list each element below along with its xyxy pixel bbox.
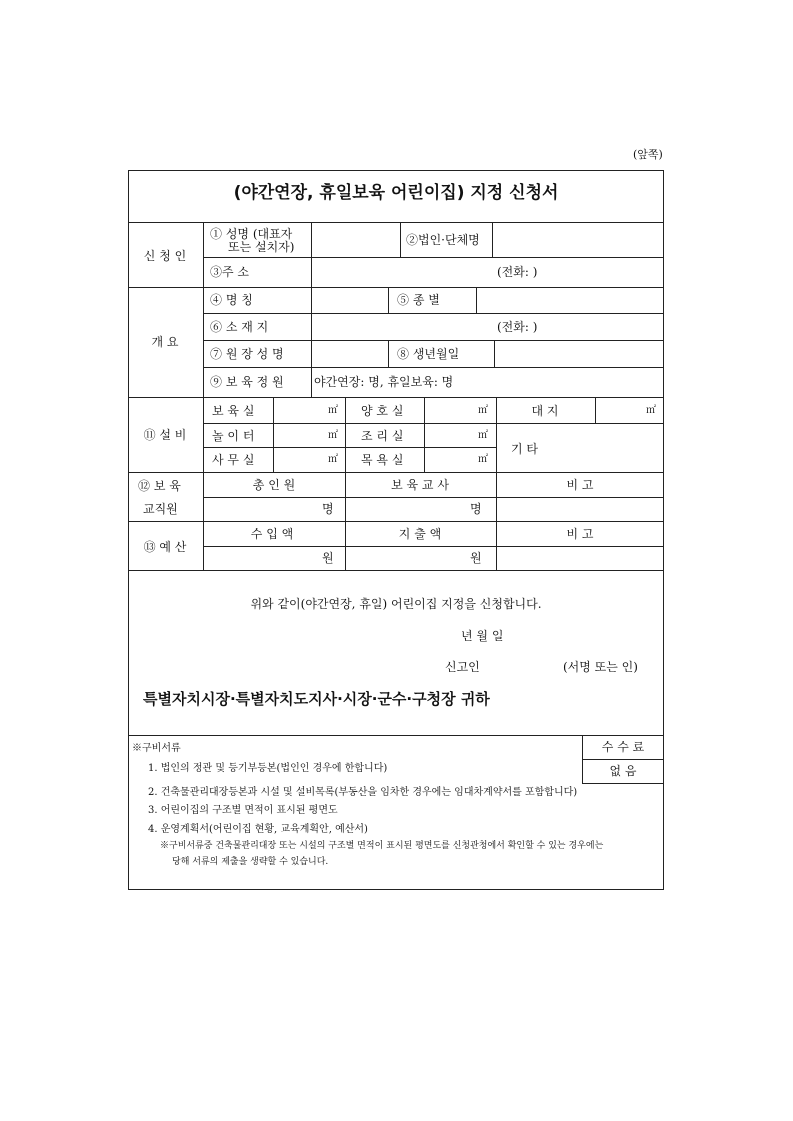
nursing-room-unit: ㎡ [478,405,488,416]
page-side-label: (앞쪽) [633,148,663,161]
rule-facility-v2 [345,397,346,472]
expense-unit: 원 [470,551,482,565]
expense-label: 지 출 액 [398,527,442,541]
staff-section-label-2: 교직원 [143,502,178,516]
form-title: (야간연장, 휴일보육 어린이집) 지정 신청서 [233,183,559,203]
childcare-room-label: 보 육 실 [212,404,255,418]
childcare-room-unit: ㎡ [328,405,338,416]
budget-section-label: ⑬ 예 산 [143,540,187,554]
rule-staff-v1 [345,472,346,570]
yard-label: 대 지 [531,404,559,418]
facility-type-label: ⑤ 종 별 [397,293,440,307]
director-name-label: ⑦ 원 장 성 명 [210,347,284,361]
other-facility-label: 기 타 [511,442,538,456]
facility-type-field[interactable] [477,288,663,312]
capacity-label: ⑨ 보 육 정 원 [210,375,284,389]
income-unit: 원 [322,551,334,565]
declaration-statement: 위와 같이(야간연장, 휴일) 어린이집 지정을 신청합니다. [250,597,542,611]
facility-name-field[interactable] [312,288,387,312]
applicant-sign-label: 신고인 [445,660,480,674]
budget-note-label: 비 고 [566,527,594,541]
address-field[interactable] [312,258,663,286]
location-label: ⑥ 소 재 지 [210,320,269,334]
rule-overview-v2 [388,287,389,313]
playground-unit: ㎡ [328,430,338,441]
document-note-line-1: ※구비서류중 건축물관리대장 또는 시설의 구조별 면적이 표시된 평면도를 신청관청에서 확인할 수 있는 경우에는 [160,841,604,851]
playground-label: 놀 이 터 [212,429,255,443]
document-note-line-2: 당해 서류의 제출을 생략할 수 있습니다. [172,857,329,867]
document-item-2: 2. 건축물관리대장등본과 시설 및 설비목록(부동산을 임차한 경우에는 임대차계약서를 포함합니다) [148,787,578,798]
rule-staff-mid [203,497,664,498]
rule-budget-mid [203,546,664,547]
income-label: 수 입 액 [250,527,294,541]
birth-date-label: ⑧ 생년월일 [397,347,460,361]
rule-overview-bottom [128,397,664,398]
rule-facility-v5 [595,397,596,423]
total-staff-unit: 명 [322,502,334,516]
kitchen-unit: ㎡ [478,430,488,441]
rule-overview-3 [203,367,664,368]
name-label-line2: 또는 설치자) [228,240,295,254]
rule-facility-2 [203,447,496,448]
staff-section-label-1: ⑫ 보 육 [138,479,181,493]
signature-label[interactable]: (서명 또는 인) [563,660,638,674]
name-label-line1: ① 성명 (대표자 [210,227,293,241]
document-item-3: 3. 어린이집의 구조별 면적이 표시된 평면도 [148,805,338,816]
rule-fee-mid [582,759,664,760]
kitchen-label: 조 리 실 [361,429,404,443]
rule-staff-bottom [128,521,664,522]
birth-date-field[interactable] [495,341,663,366]
rule-facility-v3 [424,397,425,472]
bathroom-unit: ㎡ [478,454,488,465]
document-item-4: 4. 운영계획서(어린이집 현황, 교육계획안, 예산서) [148,824,368,835]
capacity-value[interactable]: 야간연장: 명, 휴일보육: 명 [314,375,454,389]
applicant-section-label: 신 청 인 [143,249,187,263]
address-label: ③주 소 [210,265,249,279]
nursing-room-label: 양 호 실 [361,404,404,418]
fee-value: 없 음 [609,764,637,778]
rule-facility-v4 [496,397,497,472]
rule-fee-bottom [582,783,664,784]
office-label: 사 무 실 [212,453,255,467]
rule-declaration-bottom [128,735,664,736]
rule-staff-v2 [496,472,497,570]
overview-phone-label: (전화: ) [497,320,538,334]
rule-section-divider [203,222,204,570]
applicant-phone-label: (전화: ) [497,265,538,279]
rule-facility-v1 [273,397,274,472]
teacher-count-unit: 명 [470,502,482,516]
document-item-1: 1. 법인의 정관 및 등기부등본(법인인 경우에 한합니다) [148,763,388,774]
rule-overview-v4 [388,340,389,367]
rule-facility-bottom [128,472,664,473]
addressee: 특별자치시장·특별자치도지사·시장·군수·구청장 귀하 [143,690,490,708]
declaration-date[interactable]: 년 월 일 [461,629,504,643]
rule-budget-bottom [128,570,664,571]
documents-header: ※구비서류 [132,743,181,754]
total-staff-label: 총 인 원 [252,478,296,492]
corp-name-label: ②법인·단체명 [406,233,480,247]
name-field[interactable] [312,223,399,256]
office-unit: ㎡ [328,454,338,465]
yard-unit: ㎡ [646,405,656,416]
rule-fee-left [582,735,583,783]
fee-label: 수 수 료 [601,740,645,754]
bathroom-label: 목 욕 실 [361,453,404,467]
facilities-section-label: ⑪ 설 비 [143,428,187,442]
location-field[interactable] [312,314,663,339]
facility-name-label: ④ 명 칭 [210,293,253,307]
staff-note-label: 비 고 [566,478,594,492]
corp-name-field[interactable] [493,223,663,256]
overview-section-label: 개 요 [151,335,179,349]
rule-applicant-v2 [400,222,401,257]
teacher-count-label: 보 육 교 사 [391,478,449,492]
director-name-field[interactable] [312,341,387,366]
